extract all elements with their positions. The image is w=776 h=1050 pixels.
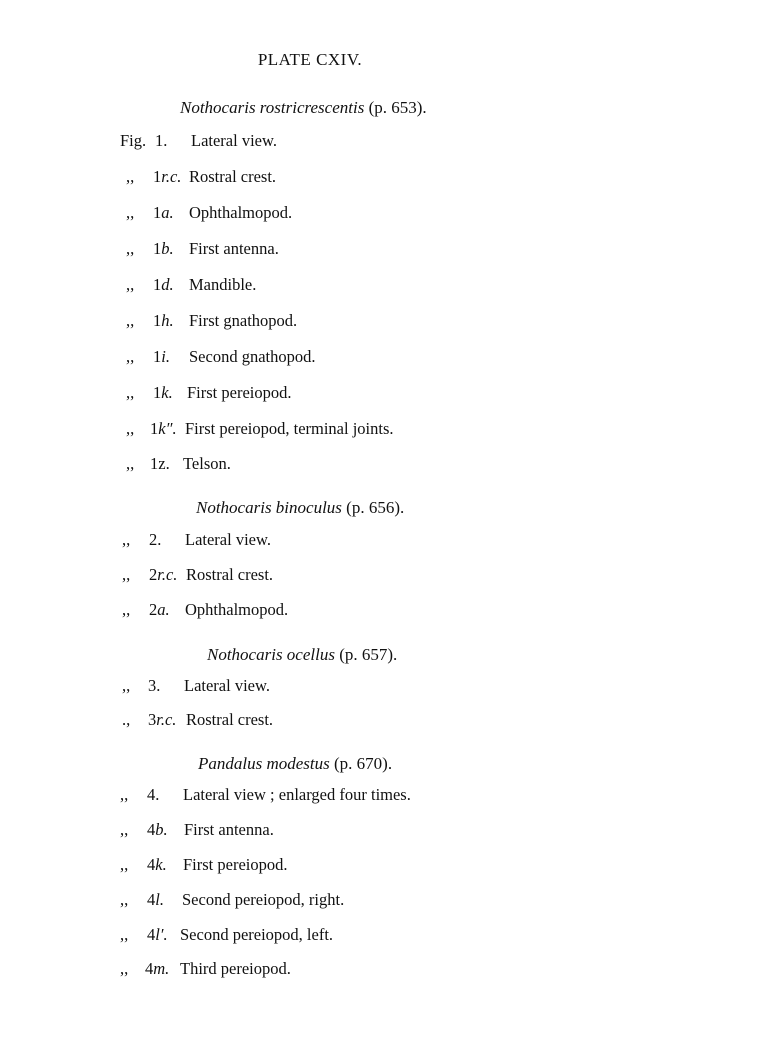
ditto-mark: ., xyxy=(122,710,131,729)
fig-description: Rostral crest. xyxy=(186,710,274,729)
fig-number: 1k. xyxy=(153,383,173,402)
species-name: Pandalus modestus xyxy=(198,754,330,773)
ditto-mark: ,, xyxy=(122,565,131,584)
ditto-mark: ,, xyxy=(126,383,135,402)
page-ref: (p. 656). xyxy=(346,498,405,517)
fig-description: Second pereiopod, right. xyxy=(182,890,345,909)
fig-description: Third pereiopod. xyxy=(180,959,291,978)
ditto-mark: ,, xyxy=(122,600,131,619)
fig-number: 1h. xyxy=(153,311,174,330)
fig-number: 4k. xyxy=(147,855,167,874)
fig-number: 4b. xyxy=(147,820,168,839)
ditto-mark: ,, xyxy=(126,239,135,258)
fig-number: 1a. xyxy=(153,203,174,222)
fig-description: Second pereiopod, left. xyxy=(180,925,334,944)
fig-number: 1b. xyxy=(153,239,174,258)
section-heading xyxy=(180,98,427,118)
section-heading xyxy=(207,645,397,665)
fig-number: 3r.c. xyxy=(148,710,177,729)
fig-number: 4m. xyxy=(145,959,170,978)
fig-description: First pereiopod, terminal joints. xyxy=(185,419,394,438)
section-heading xyxy=(196,498,404,518)
fig-number: 4l′. xyxy=(147,925,168,944)
page-ref: (p. 657). xyxy=(339,645,398,664)
fig-prefix: Fig. xyxy=(120,131,147,150)
fig-number: 4l. xyxy=(147,890,164,909)
fig-number: 1k″. xyxy=(150,419,177,438)
page-ref: (p. 653). xyxy=(368,98,427,117)
fig-description: First pereiopod. xyxy=(183,855,288,874)
page-ref: (p. 670). xyxy=(334,754,393,773)
fig-description: Second gnathopod. xyxy=(189,347,316,366)
ditto-mark: ,, xyxy=(120,820,129,839)
fig-description: Ophthalmopod. xyxy=(189,203,293,222)
fig-number: 2a. xyxy=(149,600,170,619)
ditto-mark: ,, xyxy=(120,890,129,909)
fig-number: 3. xyxy=(148,676,161,695)
fig-description: First antenna. xyxy=(184,820,274,839)
ditto-mark: ,, xyxy=(120,925,129,944)
fig-number: 1z. xyxy=(150,454,170,473)
fig-description: Ophthalmopod. xyxy=(185,600,289,619)
fig-number: 1r.c. xyxy=(153,167,182,186)
ditto-mark: ,, xyxy=(120,855,129,874)
fig-number: 1d. xyxy=(153,275,174,294)
ditto-mark: ,, xyxy=(122,676,131,695)
fig-description: Telson. xyxy=(183,454,231,473)
ditto-mark: ,, xyxy=(126,203,135,222)
section-heading xyxy=(198,754,392,774)
ditto-mark: ,, xyxy=(126,419,135,438)
fig-description: First antenna. xyxy=(189,239,279,258)
fig-description: Rostral crest. xyxy=(189,167,277,186)
ditto-mark: ,, xyxy=(126,275,135,294)
species-name: Nothocaris ocellus xyxy=(207,645,335,664)
fig-description: Lateral view. xyxy=(191,131,277,150)
fig-description: First gnathopod. xyxy=(189,311,298,330)
fig-description: Lateral view. xyxy=(184,676,270,695)
fig-description: Mandible. xyxy=(189,275,257,294)
ditto-mark: ,, xyxy=(120,959,129,978)
fig-number: 4. xyxy=(147,785,160,804)
species-name: Nothocaris binoculus xyxy=(196,498,342,517)
fig-number: 2. xyxy=(149,530,162,549)
ditto-mark: ,, xyxy=(126,454,135,473)
species-name: Nothocaris rostricrescentis xyxy=(180,98,365,117)
fig-description: Rostral crest. xyxy=(186,565,274,584)
fig-description: Lateral view. xyxy=(185,530,271,549)
fig-description: Lateral view ; enlarged four times. xyxy=(183,785,411,804)
ditto-mark: ,, xyxy=(126,167,135,186)
ditto-mark: ,, xyxy=(122,530,131,549)
ditto-mark: ,, xyxy=(126,311,135,330)
ditto-mark: ,, xyxy=(120,785,129,804)
ditto-mark: ,, xyxy=(126,347,135,366)
plate-title: PLATE CXIV. xyxy=(257,50,363,69)
fig-number: 1. xyxy=(155,131,168,150)
fig-number: 2r.c. xyxy=(149,565,178,584)
fig-description: First pereiopod. xyxy=(187,383,292,402)
fig-number: 1i. xyxy=(153,347,170,366)
